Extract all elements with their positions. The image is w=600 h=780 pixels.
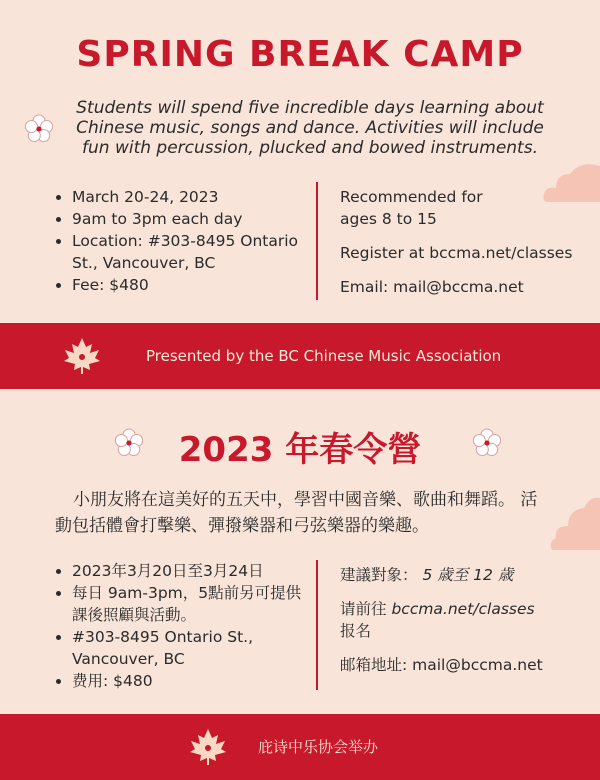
column-divider (316, 560, 318, 690)
email-link-zh[interactable]: 邮箱地址: mail@bccma.net (340, 656, 543, 674)
list-item: • 9am to 3pm each day (72, 208, 307, 230)
maple-leaf-logo (62, 336, 102, 376)
details-section-en (0, 186, 600, 311)
register-link[interactable]: bccma.net/classes (391, 600, 535, 618)
presenter-text-zh: 庇诗中乐协会举办 (258, 738, 379, 756)
chinese-description: 小朋友將在這美好的五天中，學習中國音樂、歌曲和舞蹈。 活動包括體會打擊樂、彈撥樂器和弓弦樂器的樂趣。 (55, 490, 538, 536)
page-title: SPRING BREAK CAMP (76, 34, 524, 75)
camp-description: Students will spend five incredible days learning about Chinese music, songs and dance. Activities will include fun with percussion, plucked and bowed instruments. (76, 98, 544, 158)
maple-leaf-logo (188, 727, 228, 767)
list-item: • Location: #303-8495 Ontario St., Vancouver, BC (72, 230, 307, 274)
register-link[interactable]: Register at bccma.net/classes (340, 244, 573, 262)
list-item: • March 20-24, 2023 (72, 186, 307, 208)
list-item: • Fee: $480 (72, 274, 307, 296)
recommended-ages-zh (340, 564, 590, 586)
list-item: • 费用: $480 (72, 670, 307, 692)
presenter-banner (0, 323, 600, 389)
column-divider (316, 182, 318, 300)
presenter-banner-zh (0, 714, 600, 780)
cloud-decoration (548, 486, 600, 556)
register-zh (340, 598, 590, 642)
recommended-label: 建議對象： (340, 566, 418, 584)
register-suffix: 报名 (340, 622, 372, 640)
list-item: • 2023年3月20日至3月24日 (72, 560, 307, 582)
details-section-zh (0, 560, 600, 695)
recommended-value: 5 歳至 12 歳 (422, 566, 514, 584)
flower-icon (22, 112, 56, 146)
list-item: • #303-8495 Ontario St., Vancouver, BC (72, 626, 307, 670)
chinese-details-list (52, 560, 307, 692)
details-list (52, 186, 307, 296)
list-item: • 每日 9am-3pm，5點前另可提供課後照顧與活動。 (72, 582, 307, 626)
register-prefix: 请前往 (340, 600, 387, 618)
recommended-ages: Recommended for ages 8 to 15 (340, 188, 483, 228)
chinese-title: 2023 年春令營 (178, 430, 422, 470)
email-link[interactable]: Email: mail@bccma.net (340, 278, 524, 296)
presenter-text: Presented by the BC Chinese Music Association (146, 347, 502, 365)
